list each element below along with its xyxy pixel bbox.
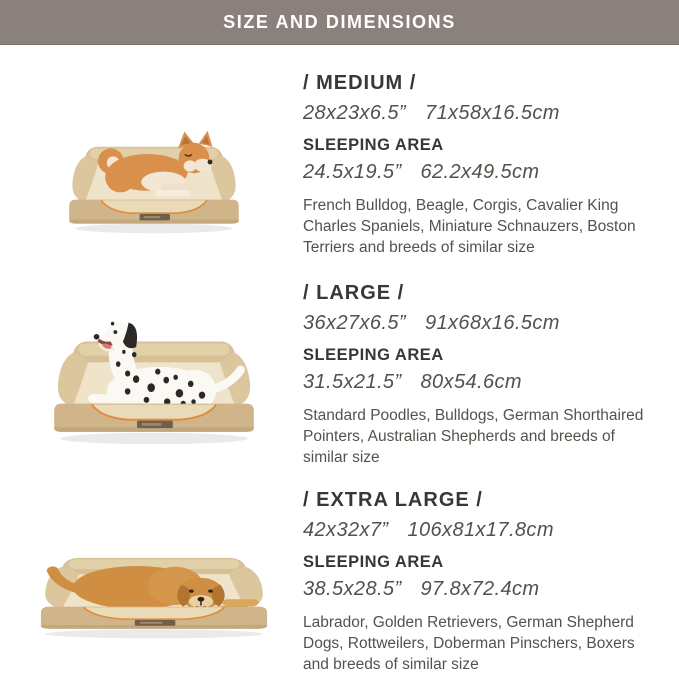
shiba-inu-on-bed-photo: [58, 110, 250, 238]
golden-retriever-on-bed-photo: [26, 524, 282, 642]
dimensions-inches: 36x27x6.5”: [303, 312, 406, 334]
sleeping-area-label: SLEEPING AREA: [303, 136, 444, 154]
photo-column: [0, 45, 300, 253]
overall-dimensions: [303, 102, 671, 125]
shiba-inu-dog: [98, 131, 212, 197]
overall-dimensions: [303, 312, 671, 335]
dimensions-cm: 106x81x17.8cm: [407, 519, 554, 541]
dimensions-inches: 42x32x7”: [303, 519, 389, 541]
sleeping-area-dimensions: [303, 371, 671, 394]
page-title: SIZE AND DIMENSIONS: [223, 11, 456, 32]
bed-front-base: [54, 404, 254, 432]
sleeping-inches: 38.5x28.5”: [303, 578, 402, 600]
header-banner: [0, 0, 679, 45]
dalmatian-on-bed-photo: [41, 298, 267, 449]
sleeping-area-dimensions: [303, 578, 671, 601]
overall-dimensions: [303, 519, 671, 542]
dimensions-cm: 71x58x16.5cm: [424, 102, 560, 124]
sleeping-cm: 62.2x49.5cm: [420, 161, 540, 183]
size-heading-extra-large: / EXTRA LARGE /: [303, 489, 483, 511]
size-section-large: [0, 253, 679, 465]
info-column: [300, 253, 679, 465]
suitable-breeds-text: French Bulldog, Beagle, Corgis, Cavalier King Charles Spaniels, Miniature Schnauzers, Boston Terriers and breeds of similar size: [303, 197, 636, 256]
size-heading-large: / LARGE /: [303, 282, 405, 304]
suitable-breeds-text: Labrador, Golden Retrievers, German Shepherd Dogs, Rottweilers, Doberman Pinschers, Boxers and breeds of similar size: [303, 614, 635, 673]
photo-column: [0, 253, 300, 465]
sleeping-cm: 80x54.6cm: [420, 371, 522, 393]
sleeping-area-label: SLEEPING AREA: [303, 553, 444, 571]
info-column: [300, 465, 679, 673]
dimensions-inches: 28x23x6.5”: [303, 102, 406, 124]
sleeping-area-label: SLEEPING AREA: [303, 346, 444, 364]
bed-front-base: [41, 607, 267, 629]
dimensions-cm: 91x68x16.5cm: [424, 312, 560, 334]
info-column: [300, 45, 679, 256]
sleeping-area-dimensions: [303, 161, 671, 184]
photo-column: [0, 465, 300, 645]
sleeping-inches: 24.5x19.5”: [303, 161, 402, 183]
sleeping-inches: 31.5x21.5”: [303, 371, 402, 393]
bed-front-base: [69, 200, 239, 224]
size-heading-medium: / MEDIUM /: [303, 72, 417, 94]
size-section-extra-large: [0, 465, 679, 673]
size-section-medium: [0, 45, 679, 256]
suitable-breeds-text: Standard Poodles, Bulldogs, German Shorthaired Pointers, Australian Shepherds and breeds of similar size: [303, 407, 644, 466]
sleeping-cm: 97.8x72.4cm: [420, 578, 540, 600]
